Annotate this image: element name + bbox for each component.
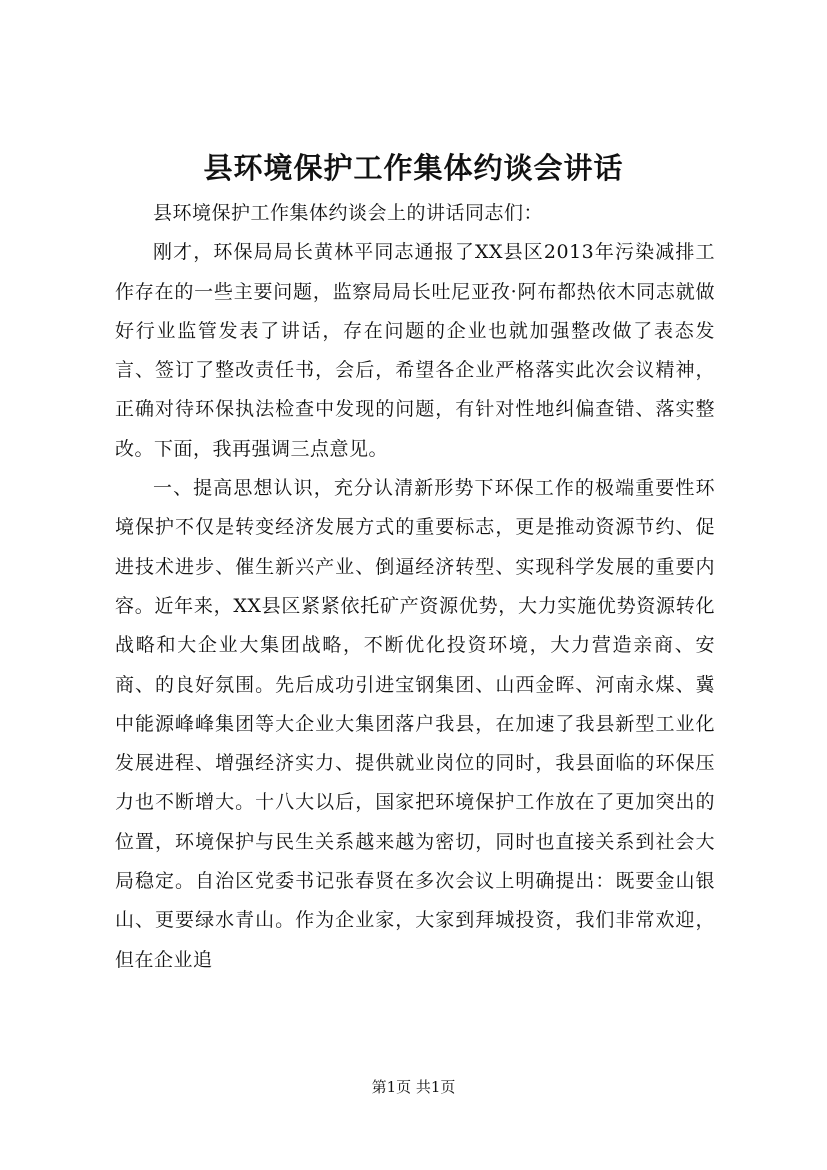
document-title: 县环境保护工作集体约谈会讲话 — [203, 151, 624, 185]
paragraph-intro: 刚才，环保局局长黄林平同志通报了XX县区2013年污染减排工作存在的一些主要问题，监察局局长吐尼亚孜·阿布都热依木同志就做好行业监管发表了讲话，存在问题的企业也就加强整改做了表态发言、签订了整改责任书，会后，希望各企业严格落实此次会议精神，正确对待环保执法检查中发现的问题，有针对性地纠偏查错、落实整改。下面，我再强调三点意见。 — [115, 241, 715, 460]
paragraph-salutation: 县环境保护工作集体约谈会上的讲话同志们： — [153, 202, 544, 224]
paragraph-point-one: 一、提高思想认识，充分认清新形势下环保工作的极端重要性环境保护不仅是转变经济发展方式的重要标志，更是推动资源节约、促进技术进步、催生新兴产业、倒逼经济转型、实现科学发展的重要内容。近年来，XX县区紧紧依托矿产资源优势，大力实施优势资源转化战略和大企业大集团战略，不断优化投资环境，大力营造亲商、安商、的良好氛围。先后成功引进宝钢集团、山西金晖、河南永煤、冀中能源峰峰集团等大企业大集团落户我县，在加速了我县新型工业化发展进程、增强经济实力、提供就业岗位的同时，我县面临的环保压力也不断增大。十八大以后，国家把环境保护工作放在了更加突出的位置，环境保护与民生关系越来越为密切，同时也直接关系到社会大局稳定。自治区党委书记张春贤在多次会议上明确提出：既要金山银山、更要绿水青山。作为企业家，大家到拜城投资，我们非常欢迎，但在企业追 — [115, 477, 715, 971]
page-footer — [0, 1077, 827, 1097]
document-body — [115, 194, 715, 980]
page-number-label: 第1页 共1页 — [371, 1078, 456, 1096]
